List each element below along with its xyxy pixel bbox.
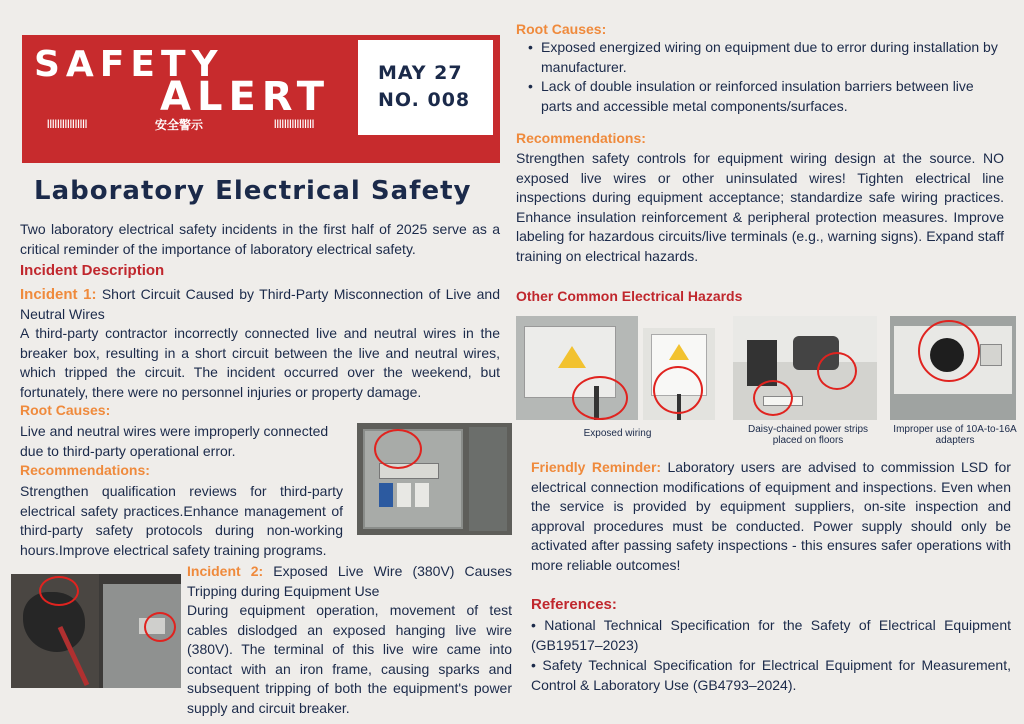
incident1-body: A third-party contractor incorrectly connected live and neutral wires in the breaker box, resulting in a short circuit between the live and neutral wires, which tripped the circuit. The incident occurred over the weekend, but fortunately, there were no personnel injuries or property damage. (20, 325, 500, 400)
adapter-misuse-photo (890, 316, 1016, 420)
exposed-live-wire-photo (11, 574, 181, 688)
issue-number: NO. 008 (378, 89, 471, 111)
exposed-wiring-photo-2 (643, 328, 715, 420)
friendly-reminder (531, 458, 1011, 575)
incident2-recommendations-heading: Recommendations: (516, 130, 646, 146)
incident1-recommendations-heading: Recommendations: (20, 462, 150, 478)
references-heading: References: (531, 596, 617, 613)
reference-item-2: • Safety Technical Specification for Electrical Equipment for Measurement, Control & Laboratory Use (GB4793–2024). (531, 657, 1011, 693)
incident1-label: Incident 1: (20, 286, 97, 303)
breaker-box-photo (357, 423, 512, 535)
incident2-title-text: Exposed Live Wire (380V) Causes Tripping during Equipment Use (187, 563, 513, 599)
list-item: • Exposed energized wiring on equipment due to error during installation by manufacturer. (516, 38, 1004, 77)
reference-item-1: • National Technical Specification for the Safety of Electrical Equipment (GB19517–2023) (531, 617, 1011, 653)
banner-ticks-left: |||||||||||||||| (47, 118, 88, 128)
list-item: • Lack of double insulation or reinforced insulation barriers between live parts and accessible metal components/surfaces. (516, 77, 1004, 116)
incident1-recommendations: Strengthen qualification reviews for third-party electrical safety practices.Enhance management of third-party safety protocols during non-working hours.Improve electrical safety training programs. (20, 483, 343, 558)
incident2-title (187, 562, 512, 601)
issue-date: MAY 27 (378, 62, 463, 84)
friendly-reminder-label: Friendly Reminder: (531, 459, 662, 475)
banner-ticks-right: |||||||||||||||| (274, 118, 315, 128)
incident1-root-causes: Live and neutral wires were improperly connected due to third-party operational error. (20, 423, 329, 459)
incident1-title-text: Short Circuit Caused by Third-Party Misconnection of Live and Neutral Wires (20, 286, 500, 322)
banner-chinese-label: 安全警示 (155, 118, 204, 132)
other-hazards-heading: Other Common Electrical Hazards (516, 288, 743, 304)
daisy-chained-power-strips-photo (733, 316, 877, 420)
caption-adapters: Improper use of 10A-to-16A adapters (893, 424, 1017, 446)
issue-info-box (358, 40, 493, 135)
incident1-title (20, 285, 500, 324)
page-title: Laboratory Electrical Safety (34, 176, 472, 206)
incident-description-heading: Incident Description (20, 262, 165, 279)
incident2-label: Incident 2: (187, 563, 264, 579)
friendly-reminder-text: Laboratory users are advised to commission LSD for electrical connection modifications of equipment and inspections. Even when the service is provided by equipment suppliers, on-site inspection and approval procedures must be conducted. Power supply should only be activated after passing safety inspections - this ensures safer operations with more reliable outcomes! (531, 459, 1011, 573)
intro-text: Two laboratory electrical safety incidents in the first half of 2025 serve as a critical reminder of the importance of laboratory electrical safety. (20, 221, 500, 257)
exposed-wiring-photo-1 (516, 316, 638, 420)
safety-word: SAFETY (34, 44, 224, 85)
incident1-root-causes-heading: Root Causes: (20, 402, 111, 418)
incident2-recommendations: Strengthen safety controls for equipment wiring design at the source. NO exposed live wires or other uninsulated wires! Tighten electrical line inspections during equipment acceptance; standardize safe wiring practices. Enhance insulation reinforcement & peripheral protection measures. Improve labeling for hazardous circuits/live terminals (e.g., warning signs). Expand staff training on electrical hazards. (516, 150, 1004, 264)
caption-daisy-chained: Daisy-chained power strips placed on floors (747, 424, 869, 446)
incident2-body: During equipment operation, movement of test cables dislodged an exposed hanging live wire (380V). The terminal of this live wire came into contact with an iron frame, causing sparks and subsequent tripping of both the equipment's power supply and circuit breaker. (187, 602, 512, 716)
incident2-root-causes-list (516, 38, 1004, 116)
incident2-root-causes-heading: Root Causes: (516, 21, 607, 37)
caption-exposed-wiring: Exposed wiring (583, 428, 652, 439)
banner-underline (22, 152, 500, 160)
alert-word: ALERT (160, 74, 331, 120)
